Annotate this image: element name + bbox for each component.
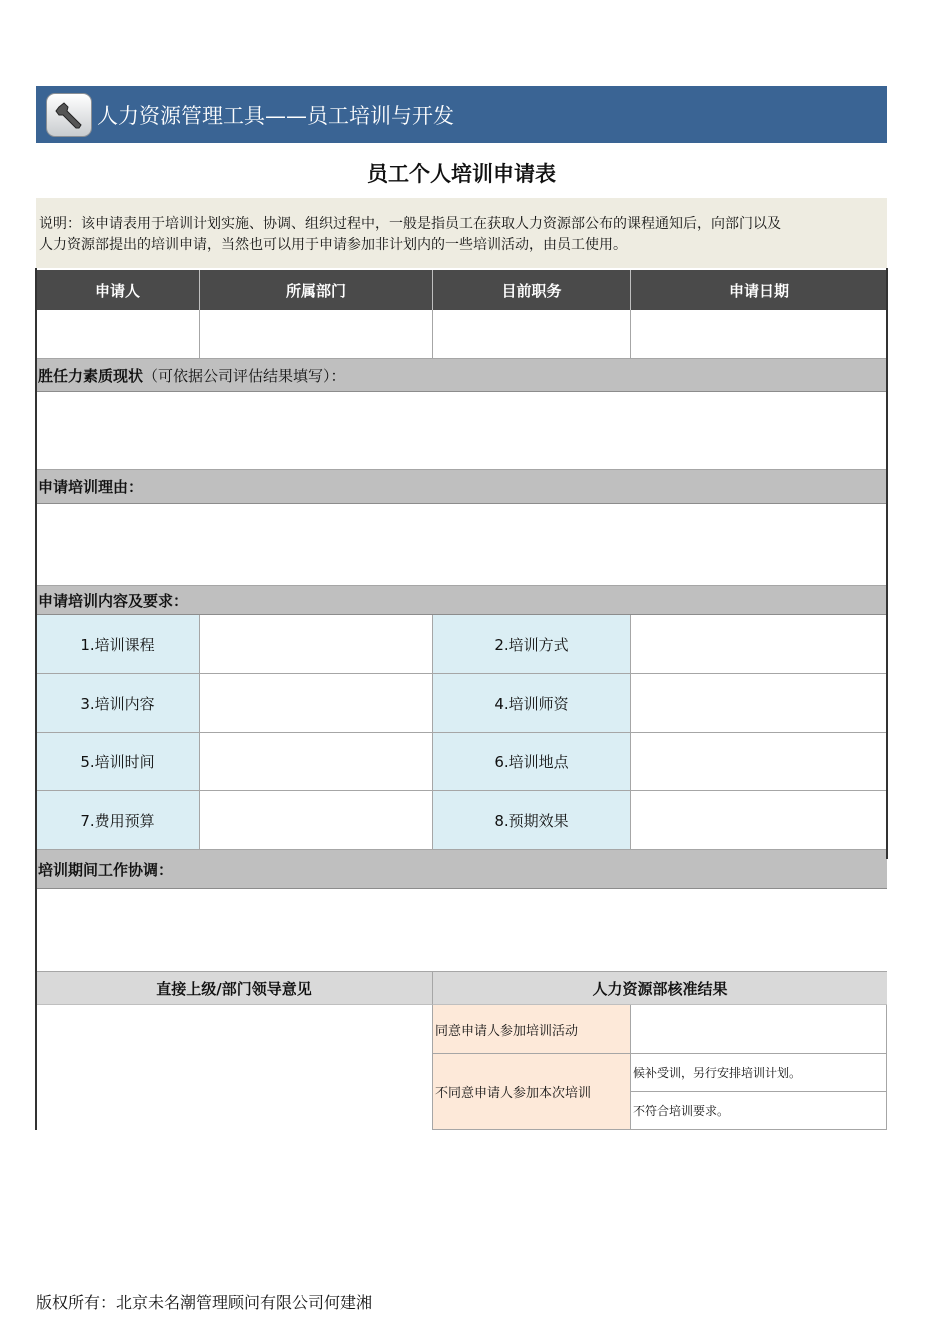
date-header: 申请日期 bbox=[631, 270, 887, 310]
waitlist-option[interactable]: 候补受训，另行安排培训计划。 bbox=[631, 1054, 887, 1092]
agree-input[interactable] bbox=[631, 1005, 887, 1054]
budget-input[interactable] bbox=[200, 791, 433, 850]
effect-input[interactable] bbox=[631, 791, 887, 850]
coordination-section: 培训期间工作协调： bbox=[36, 850, 887, 889]
teacher-input[interactable] bbox=[631, 674, 887, 733]
applicant-input[interactable] bbox=[36, 310, 200, 359]
position-header: 目前职务 bbox=[433, 270, 631, 310]
applicant-header: 申请人 bbox=[36, 270, 200, 310]
place-input[interactable] bbox=[631, 733, 887, 791]
unqualified-option[interactable]: 不符合培训要求。 bbox=[631, 1092, 887, 1130]
competency-input[interactable] bbox=[36, 392, 887, 470]
place-label: 6.培训地点 bbox=[433, 733, 631, 791]
department-header: 所属部门 bbox=[200, 270, 433, 310]
department-input[interactable] bbox=[200, 310, 433, 359]
instruction-note bbox=[36, 198, 887, 268]
effect-label: 8.预期效果 bbox=[433, 791, 631, 850]
agree-option[interactable]: 同意申请人参加培训活动 bbox=[433, 1005, 631, 1054]
content-label: 3.培训内容 bbox=[36, 674, 200, 733]
banner-title: 人力资源管理工具——员工培训与开发 bbox=[97, 104, 454, 128]
time-input[interactable] bbox=[200, 733, 433, 791]
budget-label: 7.费用预算 bbox=[36, 791, 200, 850]
tool-banner bbox=[36, 86, 887, 143]
reason-section: 申请培训理由： bbox=[36, 470, 887, 504]
method-input[interactable] bbox=[631, 615, 887, 674]
table-left-border bbox=[35, 268, 37, 1130]
competency-label: 胜任力素质现状 bbox=[38, 366, 144, 385]
course-input[interactable] bbox=[200, 615, 433, 674]
supervisor-opinion-header: 直接上级/部门领导意见 bbox=[36, 972, 433, 1005]
content-input[interactable] bbox=[200, 674, 433, 733]
competency-section bbox=[36, 359, 887, 392]
form-title: 员工个人培训申请表 bbox=[367, 162, 556, 186]
method-label: 2.培训方式 bbox=[433, 615, 631, 674]
wrench-icon bbox=[46, 93, 92, 137]
copyright-footer: 版权所有：北京未名潮管理顾问有限公司何建湘 bbox=[36, 1293, 373, 1312]
coordination-input[interactable] bbox=[36, 889, 887, 972]
position-input[interactable] bbox=[433, 310, 631, 359]
time-label: 5.培训时间 bbox=[36, 733, 200, 791]
competency-hint: （可依据公司评估结果填写）： bbox=[143, 366, 346, 385]
table-right-border bbox=[886, 268, 888, 859]
note-line-1: 说明：该申请表用于培训计划实施、协调、组织过程中，一般是指员工在获取人力资源部公布的课程通知后，向部门以及 bbox=[39, 216, 781, 232]
course-label: 1.培训课程 bbox=[36, 615, 200, 674]
disagree-option[interactable]: 不同意申请人参加本次培训 bbox=[433, 1054, 631, 1130]
supervisor-opinion-input[interactable] bbox=[36, 1005, 433, 1130]
hr-result-header: 人力资源部核准结果 bbox=[433, 972, 887, 1005]
reason-input[interactable] bbox=[36, 504, 887, 586]
teacher-label: 4.培训师资 bbox=[433, 674, 631, 733]
content-section: 申请培训内容及要求： bbox=[36, 586, 887, 615]
date-input[interactable] bbox=[631, 310, 887, 359]
note-line-2: 人力资源部提出的培训申请，当然也可以用于申请参加非计划内的一些培训活动，由员工使用。 bbox=[39, 237, 627, 253]
